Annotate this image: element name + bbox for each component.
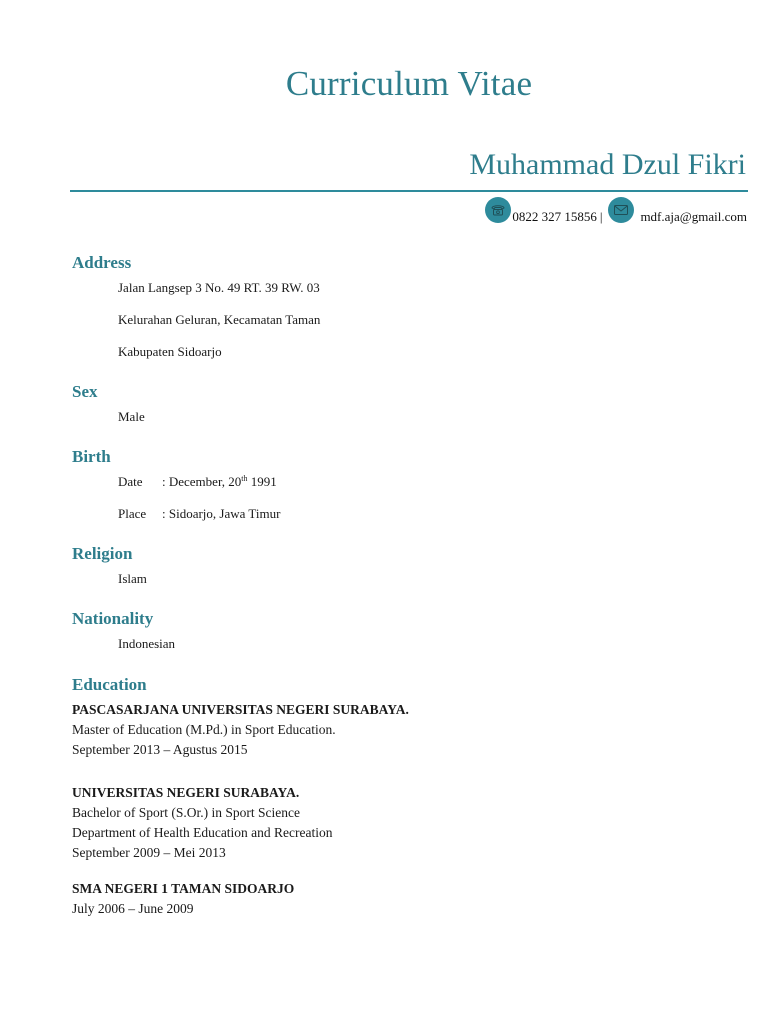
- phone-icon: [485, 197, 511, 223]
- religion-value: Islam: [118, 571, 147, 586]
- birth-place-row: [118, 506, 280, 522]
- section-title-nationality: Nationality: [72, 609, 154, 628]
- address-line-3: Kabupaten Sidoarjo: [118, 344, 222, 359]
- contact-bar: [485, 202, 747, 232]
- section-title-education: Education: [72, 675, 147, 694]
- education-detail: Bachelor of Sport (S.Or.) in Sport Science: [72, 805, 300, 820]
- section-title-birth: Birth: [72, 447, 111, 466]
- contact-separator: |: [599, 209, 603, 224]
- education-school-1: PASCASARJANA UNIVERSITAS NEGERI SURABAYA.: [72, 702, 409, 717]
- education-dates: July 2006 – June 2009: [72, 901, 194, 916]
- section-title-sex: Sex: [72, 382, 98, 401]
- education-dates: September 2009 – Mei 2013: [72, 845, 226, 860]
- envelope-icon: [608, 197, 634, 223]
- birth-date-row: [118, 474, 277, 490]
- email-address: mdf.aja@gmail.com: [640, 209, 747, 224]
- education-dates: September 2013 – Agustus 2015: [72, 742, 248, 757]
- birth-date-sup: th: [241, 474, 248, 483]
- birth-place-label: Place: [118, 506, 147, 521]
- person-name: Muhammad Dzul Fikri: [469, 148, 746, 181]
- section-title-religion: Religion: [72, 544, 133, 563]
- birth-date-label: Date: [118, 474, 143, 489]
- address-line-1: Jalan Langsep 3 No. 49 RT. 39 RW. 03: [118, 280, 320, 295]
- education-school-3: SMA NEGERI 1 TAMAN SIDOARJO: [72, 881, 295, 896]
- header-divider: [70, 190, 748, 192]
- education-detail: Master of Education (M.Pd.) in Sport Education.: [72, 722, 336, 737]
- birth-date-suffix: 1991: [247, 474, 277, 489]
- nationality-value: Indonesian: [118, 636, 176, 651]
- birth-place-value: : Sidoarjo, Jawa Timur: [162, 506, 281, 521]
- education-school-2: UNIVERSITAS NEGERI SURABAYA.: [72, 785, 300, 800]
- education-detail: Department of Health Education and Recreation: [72, 825, 333, 840]
- address-line-2: Kelurahan Geluran, Kecamatan Taman: [118, 312, 321, 327]
- document-title: Curriculum Vitae: [285, 64, 533, 103]
- sex-value: Male: [118, 409, 145, 424]
- phone-number: 0822 327 15856: [512, 209, 597, 224]
- birth-date-prefix: : December, 20: [162, 474, 242, 489]
- section-title-address: Address: [72, 253, 132, 272]
